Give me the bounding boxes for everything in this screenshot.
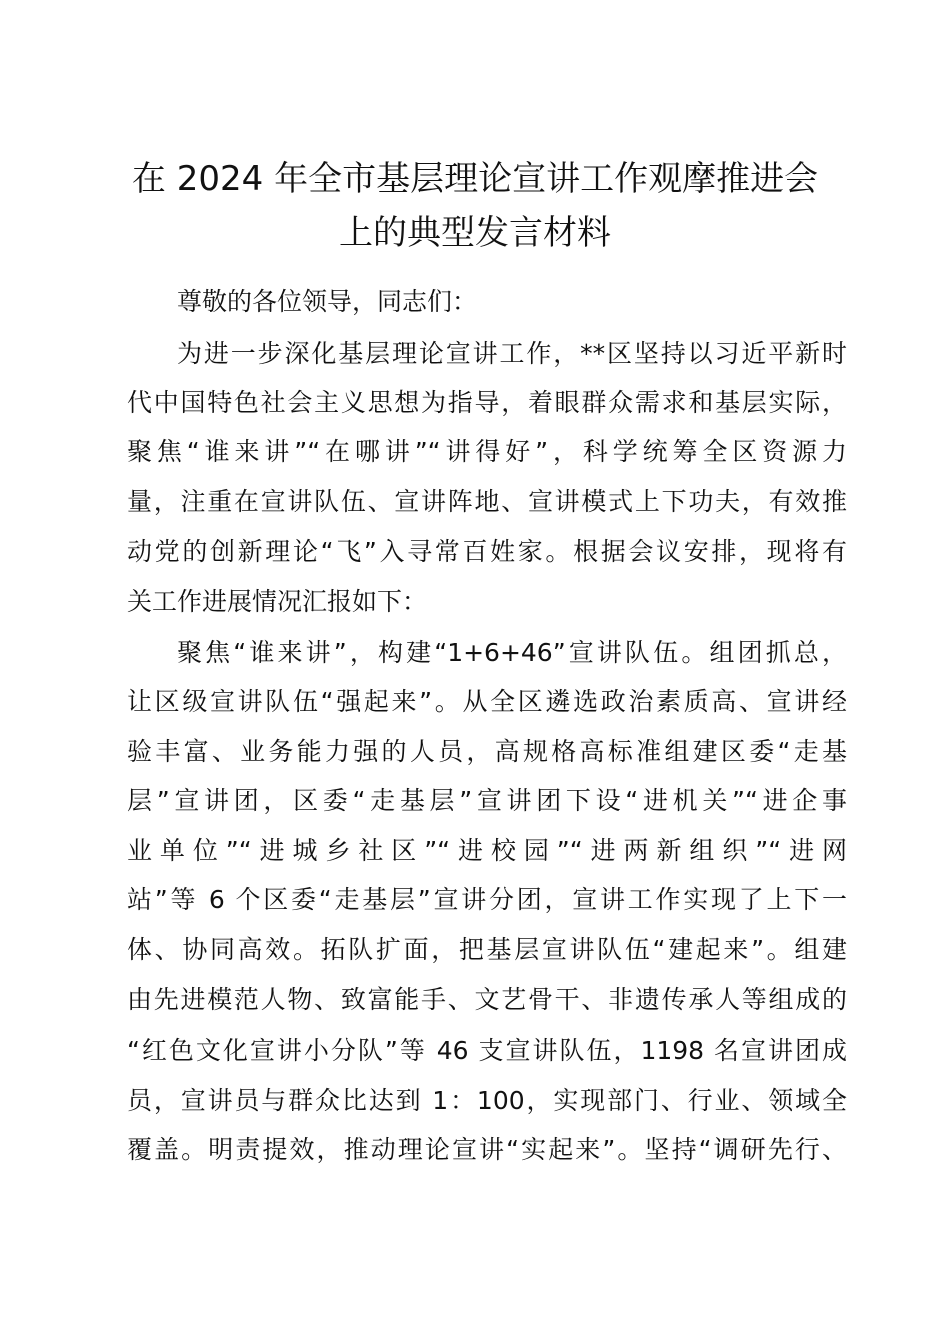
paragraph-1-line-4: 量，注重在宣讲队伍、宣讲阵地、宣讲模式上下功夫，有效推	[127, 487, 847, 516]
paragraph-1-line-6: 关工作进展情况汇报如下：	[127, 587, 428, 616]
paragraph-2-line-3: 验丰富、业务能力强的人员，高规格高标准组建区委“走基	[127, 737, 847, 766]
paragraph-2-line-11: 覆盖。明责提效，推动理论宣讲“实起来”。坚持“调研先行、	[127, 1135, 847, 1164]
paragraph-1-line-5: 动党的创新理论“飞”入寻常百姓家。根据会议安排，现将有	[127, 537, 847, 566]
paragraph-2-line-9: “红色文化宣讲小分队”等 46 支宣讲队伍，1198 名宣讲团成	[127, 1036, 847, 1065]
paragraph-2-line-10: 员，宣讲员与群众比达到 1：100，实现部门、行业、领域全	[127, 1086, 847, 1115]
salutation: 尊敬的各位领导，同志们：	[177, 287, 478, 316]
paragraph-2-line-8: 由先进模范人物、致富能手、文艺骨干、非遗传承人等组成的	[127, 985, 847, 1014]
paragraph-2-line-7: 体、协同高效。拓队扩面，把基层宣讲队伍“建起来”。组建	[127, 935, 847, 964]
paragraph-2-line-4: 层”宣讲团，区委“走基层”宣讲团下设“进机关”“进企事	[127, 786, 847, 815]
document-title-line-1: 在 2024 年全市基层理论宣讲工作观摩推进会	[131, 159, 819, 199]
paragraph-1-line-2: 代中国特色社会主义思想为指导，着眼群众需求和基层实际，	[127, 388, 847, 417]
paragraph-1-line-1: 为进一步深化基层理论宣讲工作，**区坚持以习近平新时	[177, 339, 847, 368]
paragraph-1-line-3: 聚焦“谁来讲”“在哪讲”“讲得好”，科学统筹全区资源力	[127, 437, 847, 466]
paragraph-2-line-2: 让区级宣讲队伍“强起来”。从全区遴选政治素质高、宣讲经	[127, 687, 847, 716]
paragraph-2-line-6: 站”等 6 个区委“走基层”宣讲分团，宣讲工作实现了上下一	[127, 885, 847, 914]
paragraph-2-line-5: 业单位”“进城乡社区”“进校园”“进两新组织”“进网	[127, 836, 847, 865]
document-title-line-2: 上的典型发言材料	[339, 213, 611, 253]
paragraph-2-line-1: 聚焦“谁来讲”，构建“1+6+46”宣讲队伍。组团抓总，	[177, 638, 847, 667]
